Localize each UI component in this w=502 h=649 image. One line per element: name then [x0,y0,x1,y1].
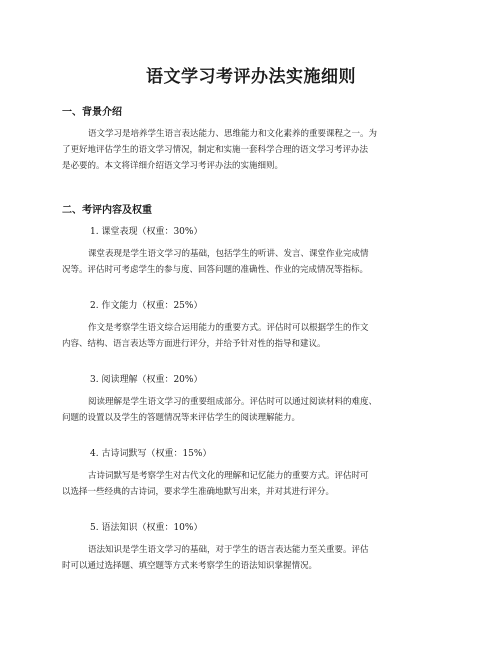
paragraph-line: 课堂表现是学生语文学习的基础，包括学生的听讲、发言、课堂作业完成情 [88,249,369,259]
item-label-classroom: 1. 课堂表现（权重：30%） [90,227,203,237]
document-title: 语文学习考评办法实施细则 [146,67,356,87]
paragraph-line: 语文学习是培养学生语言表达能力、思维能力和文化素养的重要课程之一。为 [88,129,378,139]
item-label-poetry: 4. 古诗词默写（权重：15%） [90,449,212,459]
paragraph-line: 况等。评估时可考虑学生的参与度、回答问题的准确性、作业的完成情况等指标。 [62,265,369,275]
paragraph-line: 语法知识是学生语文学习的基础，对于学生的语言表达能力至关重要。评估 [88,545,369,555]
paragraph-line: 内容、结构、语言表达等方面进行评分，并给予针对性的指导和建议。 [62,339,326,349]
item-paragraph-composition [62,320,442,352]
item-label-reading: 3. 阅读理解（权重：20%） [90,375,203,385]
background-paragraph [62,126,442,174]
paragraph-line: 古诗词默写是考察学生对古代文化的理解和记忆能力的重要方式。评估时可 [88,471,369,481]
item-label-composition: 2. 作文能力（权重：25%） [90,301,203,311]
paragraph-line: 是必要的。本文将详细介绍语文学习考评办法的实施细则。 [62,161,284,171]
paragraph-line: 以选择一些经典的古诗词，要求学生准确地默写出来，并对其进行评分。 [62,487,335,497]
section-heading-background: 一、背景介绍 [62,107,122,118]
paragraph-line: 时可以通过选择题、填空题等方式来考察学生的语法知识掌握情况。 [62,561,318,571]
item-label-grammar: 5. 语法知识（权重：10%） [90,523,203,533]
paragraph-line: 阅读理解是学生语文学习的重要组成部分。评估时可以通过阅读材料的难度、 [88,397,378,407]
item-paragraph-grammar [62,542,442,574]
paragraph-line: 作文是考察学生语文综合运用能力的重要方式。评估时可以根据学生的作文 [88,323,369,333]
paragraph-line: 问题的设置以及学生的答题情况等来评估学生的阅读理解能力。 [62,413,301,423]
item-paragraph-poetry [62,468,442,500]
item-paragraph-reading [62,394,442,426]
item-paragraph-classroom [62,246,442,278]
paragraph-line: 了更好地评估学生的语文学习情况，制定和实施一套科学合理的语文学习考评办法 [62,145,369,155]
section-heading-content-weights: 二、考评内容及权重 [62,205,152,216]
